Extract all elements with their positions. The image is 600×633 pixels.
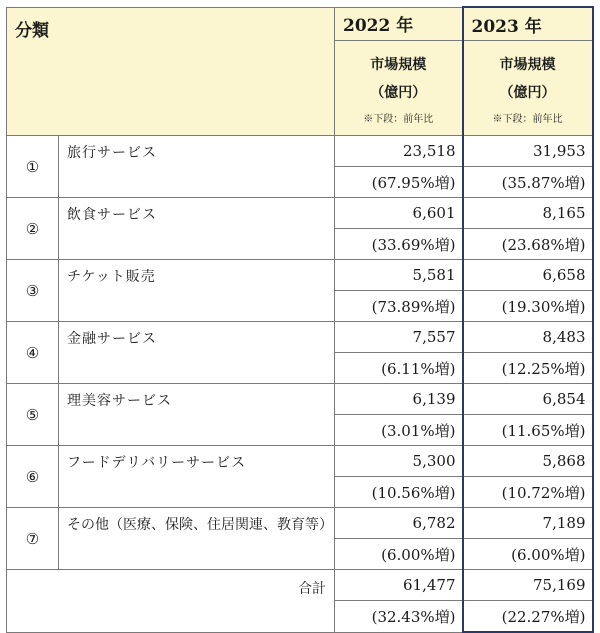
row-category: 金融サービス: [59, 322, 335, 384]
growth-2022: (3.01%増): [335, 415, 463, 446]
value-2022: 6,601: [335, 198, 463, 229]
row-category: フードデリバリーサービス: [59, 446, 335, 508]
value-2022: 5,300: [335, 446, 463, 477]
row-number: ⑥: [7, 446, 59, 508]
value-2023: 7,189: [463, 508, 593, 539]
row-number: ④: [7, 322, 59, 384]
growth-2022: (10.56%増): [335, 477, 463, 508]
table-row: [7, 260, 593, 291]
row-category: 理美容サービス: [59, 384, 335, 446]
metric-unit: （億円）: [370, 85, 427, 101]
total-growth-2022: (32.43%増): [335, 601, 463, 633]
total-value-2022: 61,477: [335, 570, 463, 601]
value-2022: 5,581: [335, 260, 463, 291]
row-category: 飲食サービス: [59, 198, 335, 260]
value-2023: 5,868: [463, 446, 593, 477]
row-category: その他（医療、保険、住居関連、教育等）: [59, 508, 335, 570]
growth-2023: (23.68%増): [463, 229, 593, 260]
row-number: ⑤: [7, 384, 59, 446]
growth-2023: (19.30%増): [463, 291, 593, 322]
metric-note: ※下段：前年比: [363, 114, 434, 125]
table-row: [7, 384, 593, 415]
value-2022: 7,557: [335, 322, 463, 353]
row-number: ⑦: [7, 508, 59, 570]
value-2022: 23,518: [335, 136, 463, 167]
category-header: 分類: [7, 7, 335, 136]
metric-unit: （億円）: [499, 85, 556, 101]
growth-2022: (67.95%増): [335, 167, 463, 198]
value-2022: 6,139: [335, 384, 463, 415]
header-row: [7, 7, 593, 41]
growth-2022: (33.69%増): [335, 229, 463, 260]
metric-2022-header: [335, 41, 463, 136]
row-category: チケット販売: [59, 260, 335, 322]
growth-2022: (6.00%増): [335, 539, 463, 570]
metric-2023-header: [463, 41, 593, 136]
growth-2023: (6.00%増): [463, 539, 593, 570]
growth-2023: (10.72%増): [463, 477, 593, 508]
growth-2022: (73.89%増): [335, 291, 463, 322]
growth-2023: (11.65%増): [463, 415, 593, 446]
table-row: [7, 446, 593, 477]
market-size-table-container: [6, 6, 592, 626]
table-row: [7, 198, 593, 229]
value-2023: 6,854: [463, 384, 593, 415]
total-value-2023: 75,169: [463, 570, 593, 601]
value-2023: 8,483: [463, 322, 593, 353]
value-2022: 6,782: [335, 508, 463, 539]
total-row: [7, 570, 593, 601]
table-row: [7, 136, 593, 167]
growth-2022: (6.11%増): [335, 353, 463, 384]
value-2023: 31,953: [463, 136, 593, 167]
growth-2023: (12.25%増): [463, 353, 593, 384]
row-category: 旅行サービス: [59, 136, 335, 198]
table-row: [7, 322, 593, 353]
total-label: 合計: [7, 570, 335, 633]
market-size-table: [6, 6, 594, 633]
metric-label: 市場規模: [499, 57, 556, 73]
year-2022-header: 2022 年: [335, 7, 463, 41]
growth-2023: (35.87%増): [463, 167, 593, 198]
row-number: ③: [7, 260, 59, 322]
table-row: [7, 508, 593, 539]
value-2023: 8,165: [463, 198, 593, 229]
row-number: ①: [7, 136, 59, 198]
total-growth-2023: (22.27%増): [463, 601, 593, 633]
year-2023-header: 2023 年: [463, 7, 593, 41]
value-2023: 6,658: [463, 260, 593, 291]
row-number: ②: [7, 198, 59, 260]
metric-label: 市場規模: [370, 57, 427, 73]
metric-note: ※下段：前年比: [492, 114, 563, 125]
